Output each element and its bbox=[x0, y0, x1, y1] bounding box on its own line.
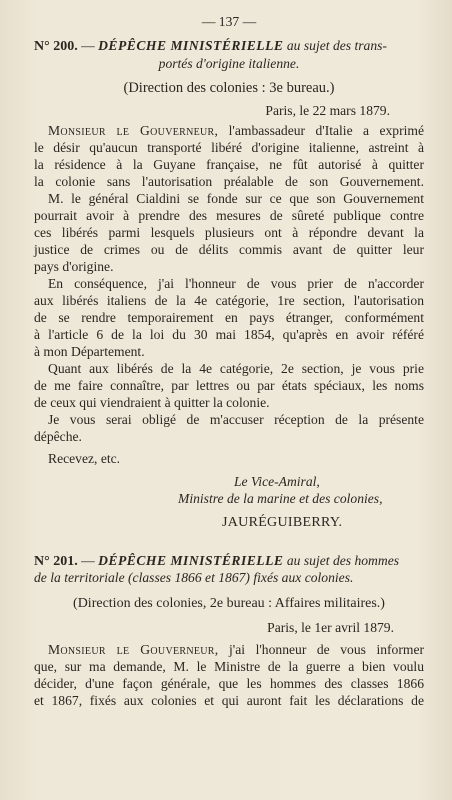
doc200-p3-line: aux libérés italiens de la 4e catégorie, 1re section, l'autorisation bbox=[34, 293, 424, 308]
doc200-title-rest: au sujet des trans- bbox=[283, 38, 387, 53]
doc201-p1-line: et 1867, fixés aux colonies et qui auront fait les déclarations de bbox=[34, 693, 424, 708]
doc200-p3-line: En conséquence, j'ai l'honneur de vous prier de n'accorder bbox=[48, 276, 424, 291]
doc200-p4-line: Quant aux libérés de la 4e catégorie, 2e section, je vous prie bbox=[48, 361, 424, 376]
doc200-p1-line: le désir qu'aucun transporté libéré d'origine italienne, astreint à bbox=[34, 140, 424, 155]
page-number: — 137 — bbox=[201, 14, 257, 29]
doc200-p4-last: de ceux qui viendraient à quitter la colonie. bbox=[34, 395, 270, 410]
doc200-signature-role: Ministre de la marine et des colonies, bbox=[178, 491, 383, 506]
doc200-p2-last: pays d'origine. bbox=[34, 259, 114, 274]
doc201-title-caps: DÉPÊCHE MINISTÉRIELLE bbox=[98, 553, 284, 568]
doc200-p1-line: la résidence à la Guyane française, ne fût autorisé à quitter bbox=[34, 157, 424, 172]
doc200-p2-line: justice de crimes ou de délits commis avant de quitter leur bbox=[34, 242, 424, 257]
doc200-date: Paris, le 22 mars 1879. bbox=[265, 103, 390, 118]
doc200-heading bbox=[34, 38, 424, 55]
doc200-p2-line: M. le général Cialdini se fonde sur ce que son Gouvernement bbox=[48, 191, 424, 206]
doc201-heading bbox=[34, 553, 424, 570]
doc200-p1-first: Monsieur le Gouverneur, l'ambassadeur d'Italie a exprimé bbox=[48, 123, 424, 138]
doc200-p5-last: dépêche. bbox=[34, 429, 82, 444]
doc200-p3-last: à mon Département. bbox=[34, 344, 145, 359]
doc200-title-caps: DÉPÊCHE MINISTÉRIELLE bbox=[98, 38, 284, 53]
doc200-p3-line: à l'article 6 de la loi du 30 mai 1854, qu'après en avoir référé bbox=[34, 327, 424, 342]
doc201-title-rest: au sujet des hommes bbox=[283, 553, 400, 568]
doc200-p4-line: de me faire connaître, par lettres ou par états spéciaux, les noms bbox=[34, 378, 424, 393]
doc200-title-line2: portés d'origine italienne. bbox=[158, 56, 300, 71]
doc201-date: Paris, le 1er avril 1879. bbox=[267, 620, 394, 635]
doc200-signature-name: JAURÉGUIBERRY. bbox=[222, 515, 343, 530]
doc201-dash: — bbox=[77, 553, 99, 568]
doc200-p5-line: Je vous serai obligé de m'accuser réception de la présente bbox=[48, 412, 424, 427]
doc201-direction: (Direction des colonies, 2e bureau : Affaires militaires.) bbox=[73, 596, 385, 611]
doc201-p1-first: Monsieur le Gouverneur, j'ai l'honneur de vous informer bbox=[48, 642, 425, 657]
doc201-title-line2: de la territoriale (classes 1866 et 1867) fixés aux colonies. bbox=[34, 570, 354, 585]
doc200-number: N° 200. bbox=[34, 39, 78, 54]
doc200-direction: (Direction des colonies : 3e bureau.) bbox=[123, 80, 335, 96]
doc201-p1-line: que, sur ma demande, M. le Ministre de la guerre a bien voulu bbox=[34, 659, 424, 674]
doc200-dash: — bbox=[77, 38, 99, 53]
doc201-number: N° 201. bbox=[34, 554, 78, 569]
doc200-salutation: Monsieur le Gouverneur, bbox=[48, 123, 219, 138]
doc201-p1-line: décider, d'une façon générale, que les hommes des classes 1866 bbox=[34, 676, 424, 691]
doc200-p2-line: pourrait avoir à prendre des mesures de sûreté publique contre bbox=[34, 208, 424, 223]
doc200-closing: Recevez, etc. bbox=[48, 451, 121, 466]
doc201-salutation: Monsieur le Gouverneur, bbox=[48, 642, 219, 657]
doc200-p3-line: de se rendre temporairement en pays étranger, conformément bbox=[34, 310, 424, 325]
doc200-p2-line: ces libérés parmi lesquels plusieurs ont à répondre devant la bbox=[34, 225, 424, 240]
doc200-p1-line: la colonie sans l'autorisation préalable de son Gouvernement. bbox=[34, 174, 424, 189]
doc200-signature-title: Le Vice-Amiral, bbox=[234, 474, 320, 489]
